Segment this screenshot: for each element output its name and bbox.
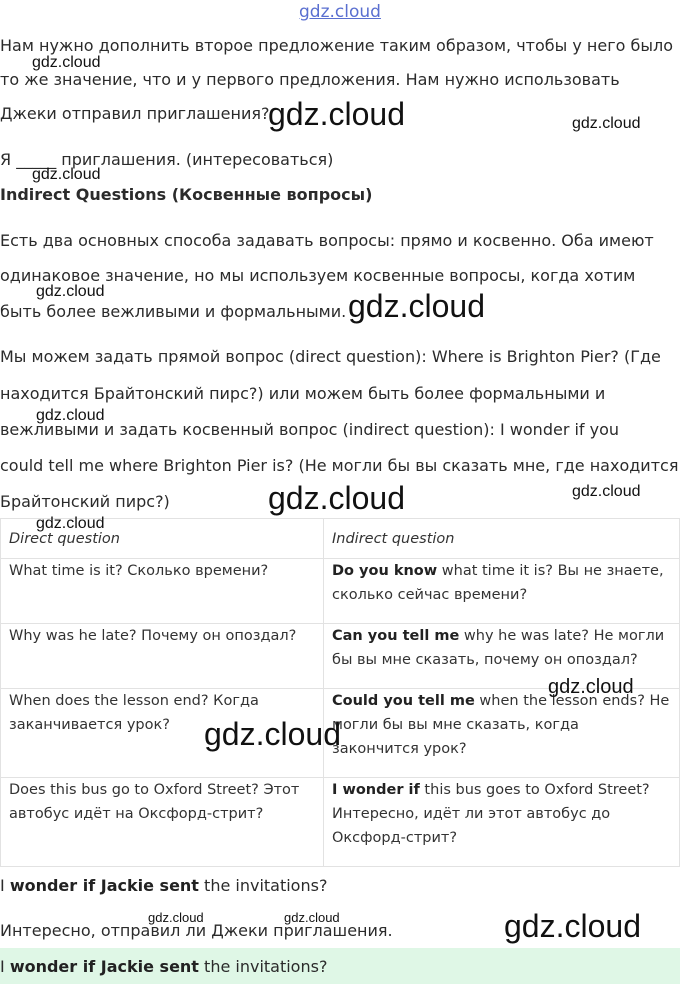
indirect-text: this bus goes to Oxford Street? [419,782,650,798]
conclusion-post: the invitations? [198,876,328,895]
conclusion-bold: wonder if Jackie sent [9,876,199,895]
watermark: gdz.cloud [268,480,405,516]
direct-cell [1,778,324,867]
watermark: gdz.cloud [268,96,405,132]
watermark: gdz.cloud [32,166,101,183]
intro-line-1: Нам нужно дополнить второе предложение таким образом, чтобы у него было [0,36,673,55]
para2-line-4: could tell me where Brighton Pier is? (Не могли бы вы сказать мне, где находится [0,456,679,475]
direct-text: When does the lesson end? Когда [9,693,259,709]
indirect-bold: Could you tell me [332,693,475,709]
conclusion-translation: Интересно, отправил ли Джеки приглашения. [0,921,393,940]
header-indirect: Indirect question [324,519,680,559]
watermark: gdz.cloud [36,283,105,300]
indirect-text: Оксфорд-стрит? [332,830,458,846]
direct-text: автобус идёт на Оксфорд-стрит? [9,806,264,822]
answer-bold: wonder if Jackie sent [9,957,199,976]
para2-line-1: Мы можем задать прямой вопрос (direct question): Where is Brighton Pier? (Где [0,347,661,366]
indirect-text: why he was late? Не могли [459,628,665,644]
indirect-bold: Can you tell me [332,628,460,644]
conclusion-pre: I [0,876,10,895]
answer-box [0,948,680,984]
indirect-text: могли бы вы мне сказать, когда [332,717,579,733]
watermark: gdz.cloud [36,515,105,532]
direct-cell [1,559,324,624]
direct-text: заканчивается урок? [9,717,170,733]
watermark: gdz.cloud [348,288,485,324]
indirect-cell [324,689,680,778]
direct-text: What time is it? Сколько времени? [9,563,269,579]
watermark: gdz.cloud [32,54,101,71]
indirect-cell [324,559,680,624]
watermark: gdz.cloud [284,910,340,925]
answer-pre: I [0,957,10,976]
para1-line-2: одинаковое значение, но мы используем косвенные вопросы, когда хотим [0,266,636,285]
para2-line-3: вежливыми и задать косвенный вопрос (indirect question): I wonder if you [0,420,620,439]
intro-line-2: то же значение, что и у первого предложения. Нам нужно использовать [0,70,620,89]
watermark: gdz.cloud [148,910,204,925]
para2-line-5: Брайтонский пирс?) [0,492,170,511]
direct-cell [1,624,324,689]
header-direct: Direct question [1,519,324,559]
site-link[interactable]: gdz.cloud [299,2,381,22]
indirect-cell [324,778,680,867]
intro-sentence-2: Я _____ приглашения. (интересоваться) [0,150,334,169]
answer-text [0,957,327,976]
indirect-text: Интересно, идёт ли этот автобус до [332,806,611,822]
para1-line-3: быть более вежливыми и формальными. [0,302,347,321]
table-row [1,778,680,867]
table-row [1,559,680,624]
watermark: gdz.cloud [548,676,634,698]
indirect-bold: Do you know [332,563,438,579]
watermark: gdz.cloud [572,115,641,132]
watermark: gdz.cloud [504,908,641,944]
direct-text: Does this bus go to Oxford Street? Этот [9,782,300,798]
direct-text: Why was he late? Почему он опоздал? [9,628,297,644]
indirect-text: сколько сейчас времени? [332,587,528,603]
indirect-bold: I wonder if [332,782,420,798]
indirect-text: бы вы мне сказать, почему он опоздал? [332,652,638,668]
indirect-text: when the lesson ends? Не [474,693,670,709]
indirect-text: what time it is? Вы не знаете, [437,563,664,579]
watermark: gdz.cloud [36,407,105,424]
intro-sentence-1: Джеки отправил приглашения? [0,104,270,123]
para1-line-1: Есть два основных способа задавать вопросы: прямо и косвенно. Оба имеют [0,231,654,250]
conclusion-sentence [0,876,327,896]
para2-line-2: находится Брайтонский пирс?) или можем быть более формальными и [0,384,606,403]
watermark: gdz.cloud [204,716,341,752]
indirect-text: закончится урок? [332,741,467,757]
watermark: gdz.cloud [572,483,641,500]
section-heading: Indirect Questions (Косвенные вопросы) [0,185,373,204]
answer-post: the invitations? [198,957,328,976]
